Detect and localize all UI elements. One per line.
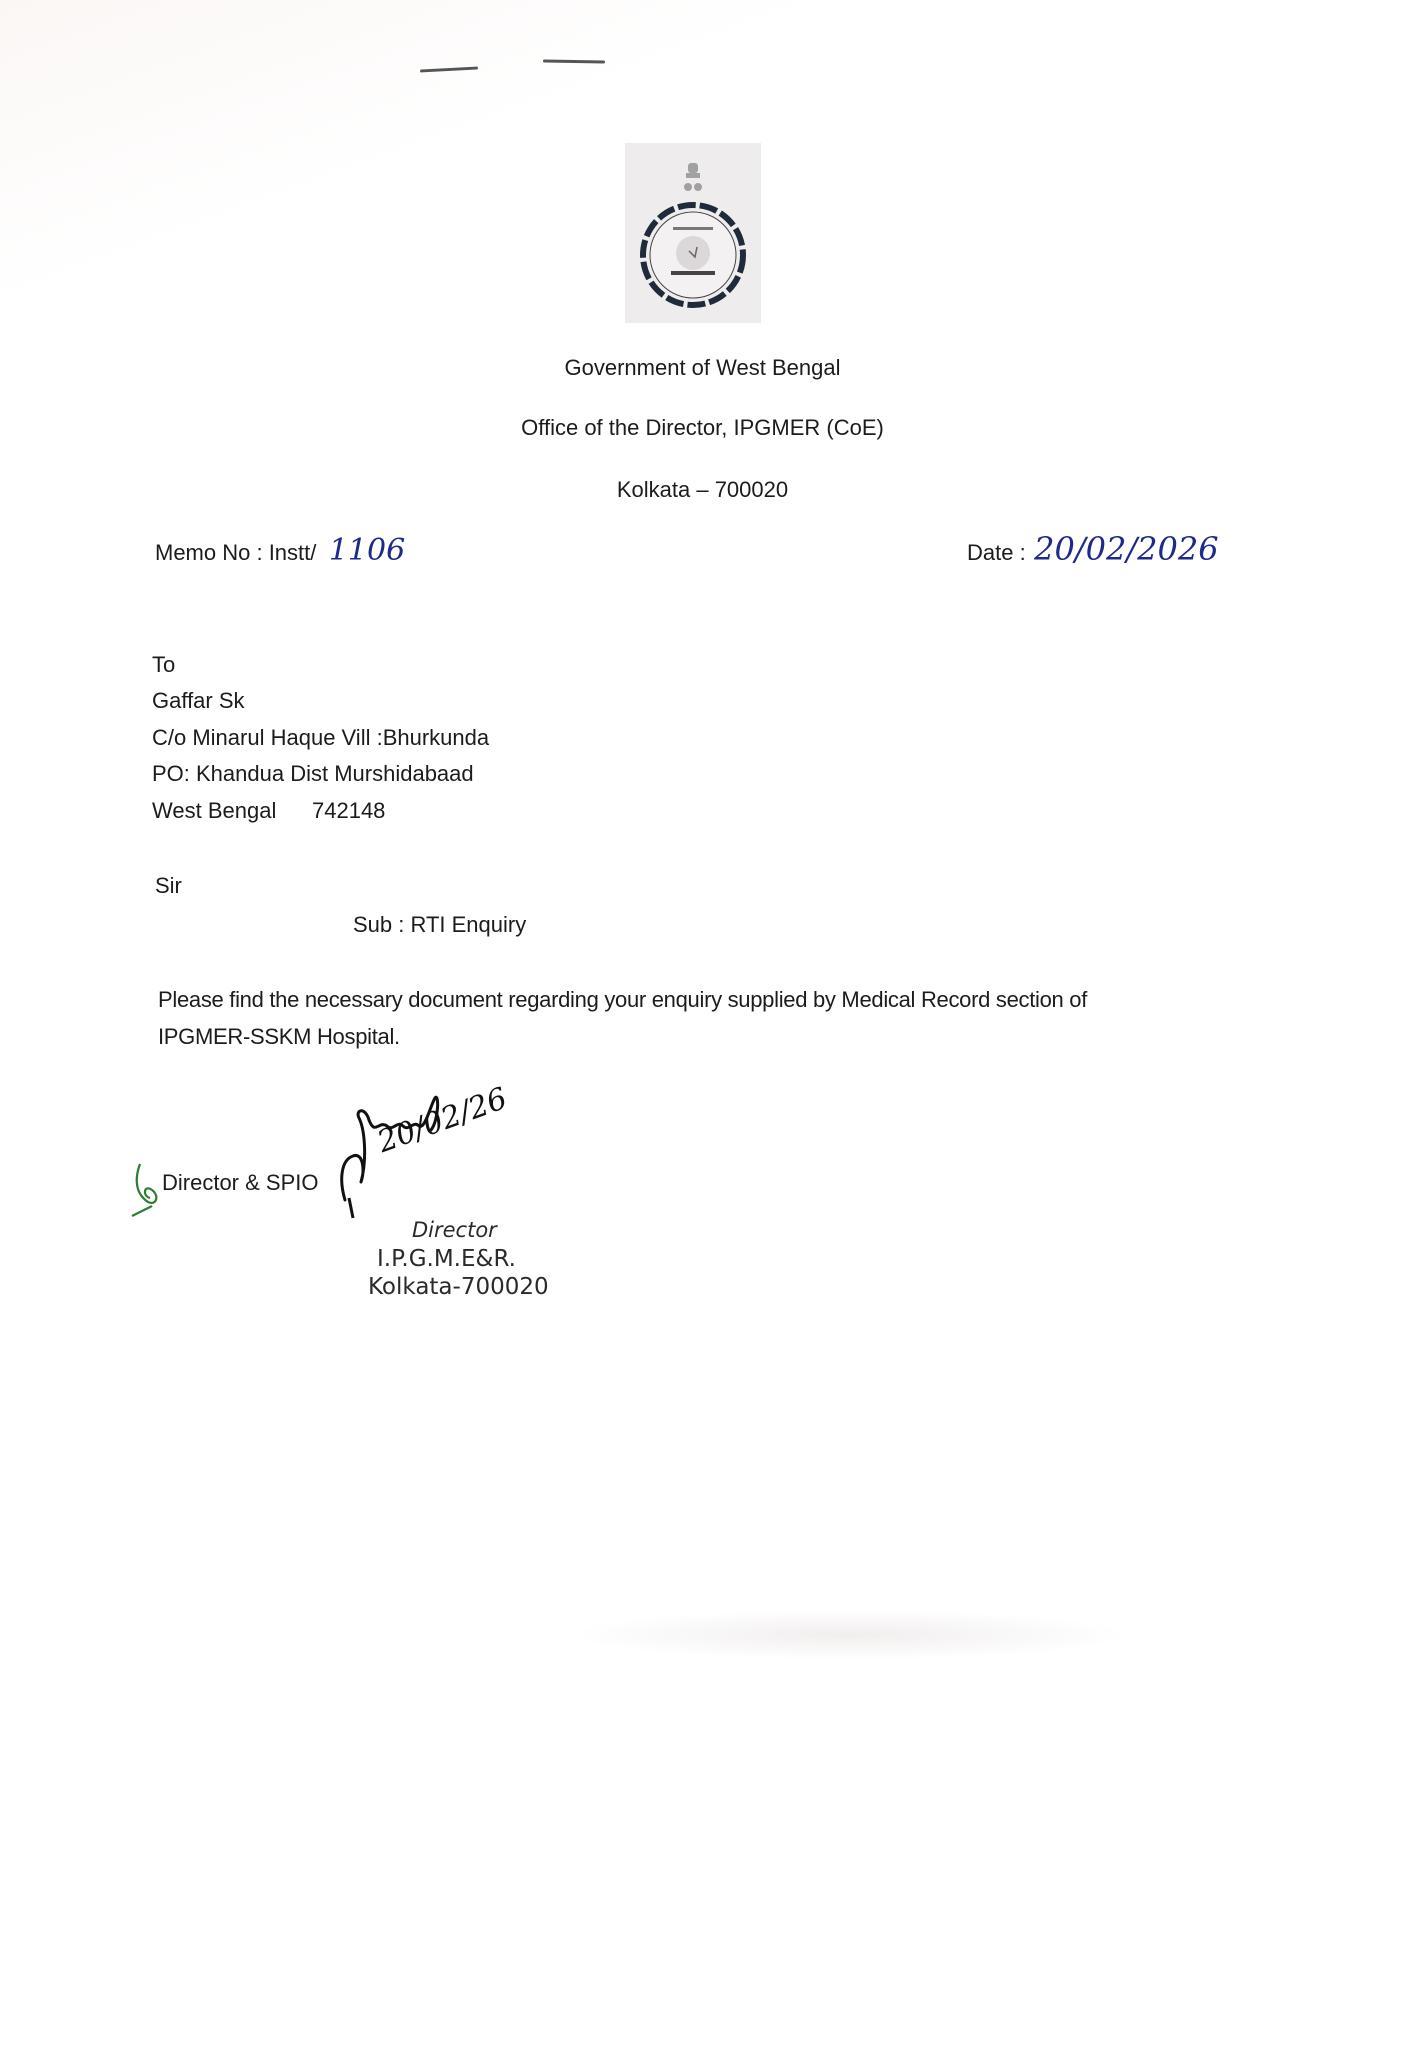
recipient-state: West Bengal — [152, 798, 277, 823]
letterhead-line-city: Kolkata – 700020 — [616, 477, 789, 502]
letter-date — [967, 530, 1219, 568]
stamp-title: Director — [412, 1218, 497, 1242]
stamp-city: Kolkata-700020 — [368, 1274, 549, 1300]
recipient-to: To — [152, 652, 176, 677]
subject-line: Sub : RTI Enquiry — [353, 912, 527, 937]
date-label: Date : — [967, 540, 1026, 565]
recipient-name: Gaffar Sk — [152, 688, 245, 713]
memo-number-handwritten: 1106 — [328, 533, 406, 568]
letterhead-line-office: Office of the Director, IPGMER (CoE) — [521, 415, 884, 440]
staple-mark — [543, 59, 605, 63]
recipient-address-line2: PO: Khandua Dist Murshidabaad — [152, 761, 474, 786]
body-line2: IPGMER-SSKM Hospital. — [158, 1024, 400, 1049]
signature-date: 20/02/26 — [373, 1081, 512, 1160]
government-emblem-icon — [625, 143, 761, 323]
memo-number — [155, 533, 405, 568]
date-handwritten: 20/02/2026 — [1034, 530, 1219, 568]
recipient-address-line1: C/o Minarul Haque Vill :Bhurkunda — [152, 725, 490, 750]
body-line1: Please find the necessary document regarding your enquiry supplied by Medical Record section of — [158, 987, 1088, 1012]
scan-smudge — [570, 1610, 1130, 1660]
recipient-pin: 742148 — [312, 798, 386, 823]
letterhead-line-government: Government of West Bengal — [564, 355, 841, 380]
signatory-designation: Director & SPIO — [162, 1170, 319, 1195]
stamp-institution: I.P.G.M.E&R. — [377, 1246, 516, 1272]
salutation: Sir — [155, 873, 182, 898]
memo-label: Memo No : Instt/ — [155, 540, 317, 565]
staple-mark — [420, 66, 478, 72]
